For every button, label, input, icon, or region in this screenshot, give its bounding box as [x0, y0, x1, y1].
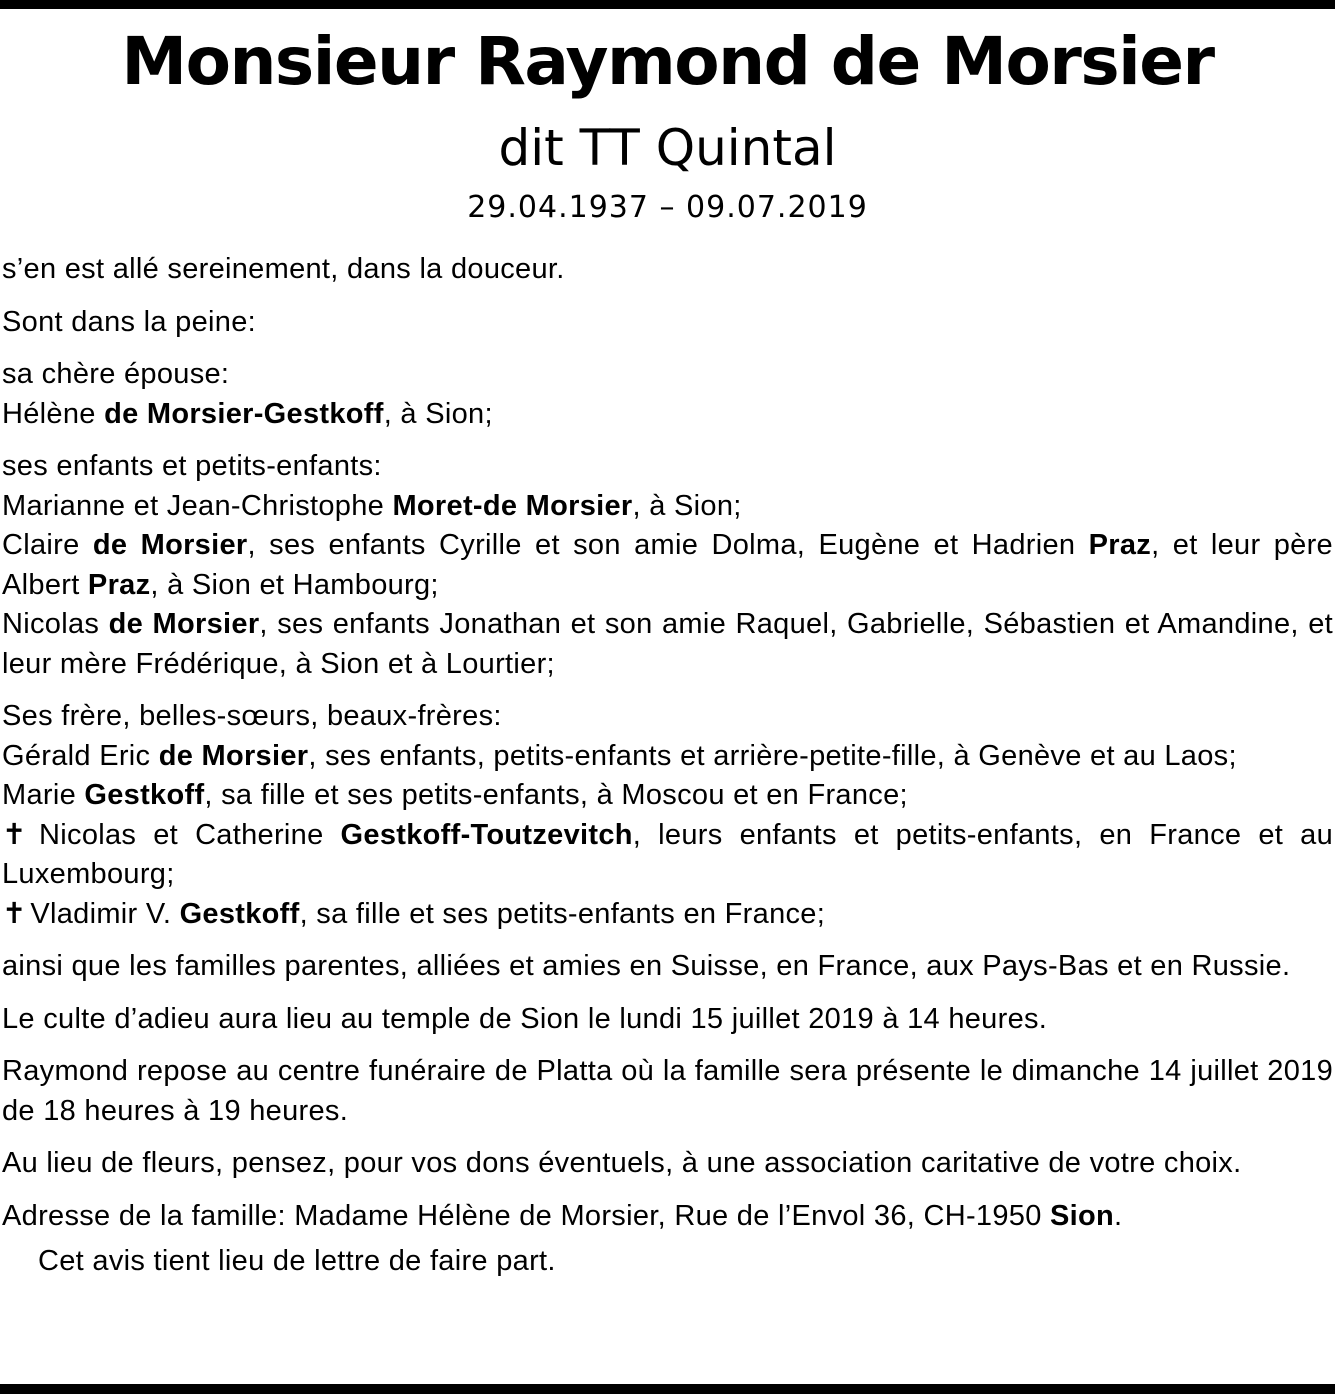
sibling-entry: Marie Gestkoff, sa fille et ses petits-enfants, à Moscou et en France;	[2, 779, 908, 811]
viewing-paragraph: Raymond repose au centre funéraire de Platta où la famille sera présente le dimanche 14 juillet 2019 de 18 heures à 19 heures.	[2, 1055, 1333, 1127]
sibling-entry: ✝ Vladimir V. Gestkoff, sa fille et ses petits-enfants en France;	[2, 895, 1333, 935]
children-label: ses enfants et petits-enfants:	[2, 450, 382, 482]
sibling-entry: ✝ Nicolas et Catherine Gestkoff-Toutzevitch, leurs enfants et petits-enfants, en France et au Luxembourg;	[2, 816, 1333, 895]
life-dates: 29.04.1937 – 09.07.2019	[467, 190, 868, 225]
children-paragraph	[2, 447, 1333, 684]
top-rule	[0, 0, 1335, 9]
spouse-line: Hélène de Morsier-Gestkoff, à Sion;	[2, 397, 493, 430]
notice-paragraph: Cet avis tient lieu de lettre de faire part.	[38, 1245, 556, 1277]
cross-icon: ✝	[2, 897, 27, 930]
deceased-name: Monsieur Raymond de Morsier	[121, 23, 1214, 100]
service-paragraph: Le culte d’adieu aura lieu au temple de Sion le lundi 15 juillet 2019 à 14 heures.	[2, 1002, 1048, 1035]
intro-paragraph: s’en est allé sereinement, dans la douceur.	[2, 253, 565, 285]
siblings-paragraph	[2, 697, 1333, 934]
nickname: dit TT Quintal	[498, 119, 837, 177]
child-entry: Marianne et Jean-Christophe Moret-de Morsier, à Sion;	[2, 489, 742, 522]
families-paragraph: ainsi que les familles parentes, alliées et amies en Suisse, en France, aux Pays-Bas et en Russie.	[2, 950, 1291, 982]
obituary-body	[2, 250, 1333, 1295]
child-entry: Nicolas de Morsier, ses enfants Jonathan et son amie Raquel, Gabrielle, Sébastien et Amandine, et leur mère Frédérique, à Sion et à Lourtier;	[2, 608, 1333, 680]
spouse-paragraph	[2, 355, 1333, 434]
spouse-label: sa chère épouse:	[2, 358, 230, 390]
donations-paragraph: Au lieu de fleurs, pensez, pour vos dons éventuels, à une association caritative de votre choix.	[2, 1147, 1242, 1179]
mourners-intro: Sont dans la peine:	[2, 305, 256, 338]
cross-icon: ✝	[2, 818, 27, 851]
bottom-rule	[0, 1384, 1335, 1394]
siblings-label: Ses frère, belles-sœurs, beaux-frères:	[2, 700, 502, 732]
sibling-entry: Gérald Eric de Morsier, ses enfants, petits-enfants et arrière-petite-fille, à Genève et au Laos;	[2, 739, 1237, 772]
child-entry: Claire de Morsier, ses enfants Cyrille et son amie Dolma, Eugène et Hadrien Praz, et leur père Albert Praz, à Sion et Hambourg;	[2, 529, 1333, 601]
address-paragraph: Adresse de la famille: Madame Hélène de Morsier, Rue de l’Envol 36, CH-1950 Sion.	[2, 1199, 1123, 1232]
